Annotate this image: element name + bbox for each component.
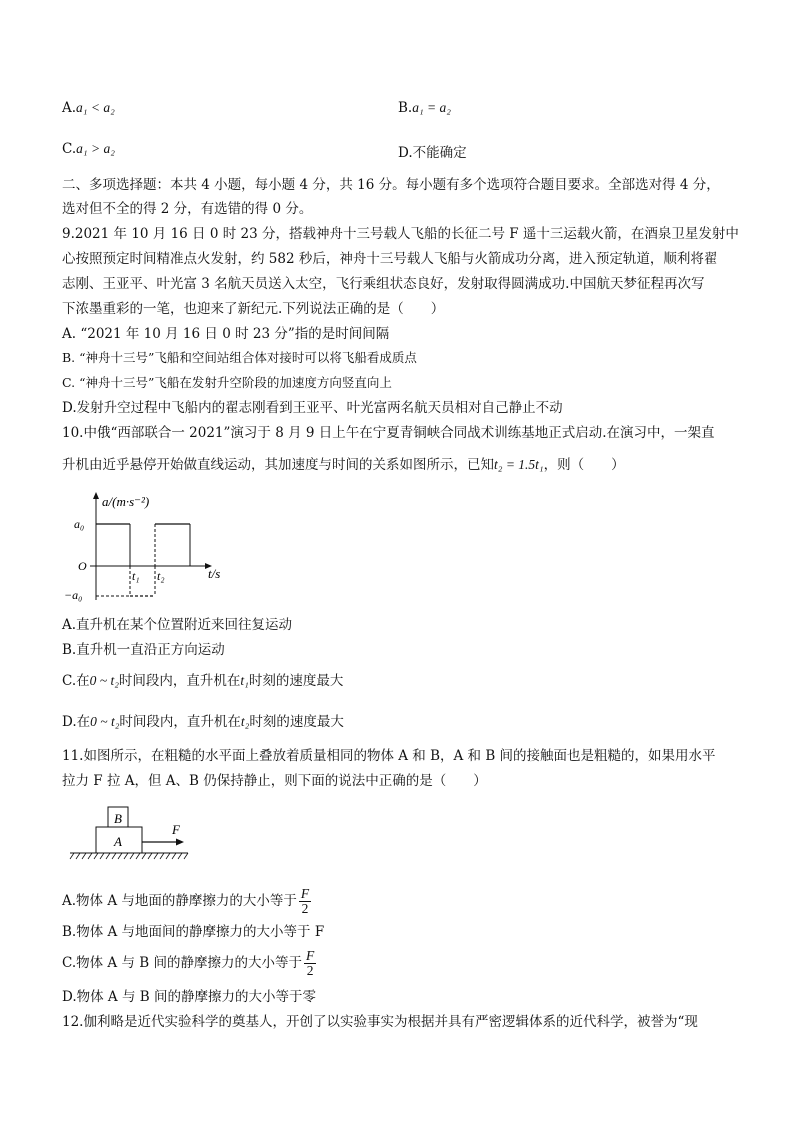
- q10-option-a: A.直升机在某个位置附近来回往复运动: [62, 617, 293, 633]
- q9-option-c: C. “神舟十三号”飞船在发射升空阶段的加速度方向竖直向上: [62, 375, 392, 390]
- q9-stem-line2: 心按照预定时间精准点火发射，约 582 秒后，神舟十三号载人飞船与火箭成功分离，进入预定轨道，顺利将翟: [62, 251, 718, 267]
- q11-option-b: B.物体 A 与地面间的静摩擦力的大小等于 F: [62, 924, 325, 940]
- stacked-blocks-diagram: [68, 800, 198, 864]
- q11-stem-line2: 拉力 F 拉 A，但 A、B 仍保持静止，则下面的说法中正确的是（ ）: [62, 773, 487, 789]
- a0-label: a₀: [74, 517, 85, 531]
- q9-stem-line3: 志刚、王亚平、叶光富 3 名航天员送入太空，飞行乘组状态良好，发射取得圆满成功.中国航天梦征程再次写: [62, 276, 705, 292]
- q12-stem-line1: 12.伽利略是近代实验科学的奠基人，开创了以实验事实为根据并具有严密逻辑体系的近代科学，被誉为“现: [62, 1014, 698, 1030]
- q8-option-b: B.a₁ = a₂: [398, 100, 451, 116]
- q9-option-a: A. “2021 年 10 月 16 日 0 时 23 分”指的是时间间隔: [62, 326, 390, 342]
- block-a-label: A: [114, 834, 122, 849]
- t2-label: t₂: [157, 569, 165, 583]
- q11-option-c: C.物体 A 与 B 间的静摩擦力的大小等于 $\frac{F}{2}$: [62, 948, 315, 978]
- origin-label: O: [78, 559, 87, 573]
- q9-stem-line1: 9.2021 年 10 月 16 日 0 时 23 分，搭载神舟十三号载人飞船的长征二号 F 遥十三运载火箭，在酒泉卫星发射中: [62, 226, 739, 242]
- section2-line2: 选对但不全的得 2 分，有选错的得 0 分。: [62, 201, 313, 217]
- q10-stem-line2: 升机由近乎悬停开始做直线运动，其加速度与时间的关系如图所示，已知t₂ = 1.5t₁，则（ ）: [62, 457, 625, 473]
- t-axis-label: t/s: [208, 566, 221, 581]
- q9-stem-line4: 下浓墨重彩的一笔，也迎来了新纪元.下列说法正确的是（ ）: [62, 301, 445, 317]
- section2-line1: 二、多项选择题：本共 4 小题，每小题 4 分，共 16 分。每小题有多个选项符合题目要求。全部选对得 4 分，: [62, 177, 720, 193]
- y-axis-label: a/(m·s⁻²): [102, 494, 150, 509]
- q8-option-c: C.a₁ > a₂: [62, 141, 115, 157]
- q10-option-b: B.直升机一直沿正方向运动: [62, 642, 225, 658]
- q10-stem-line1: 10.中俄“西部联合一 2021”演习于 8 月 9 日上午在宁夏青铜峡合同战术训练基地正式启动.在演习中，一架直: [62, 425, 715, 441]
- q9-option-b: B. “神舟十三号”飞船和空间站组合体对接时可以将飞船看成质点: [62, 350, 417, 365]
- q11-option-d: D.物体 A 与 B 间的静摩擦力的大小等于零: [62, 989, 316, 1005]
- q11-stem-line1: 11.如图所示，在粗糙的水平面上叠放着质量相同的物体 A 和 B，A 和 B 间的接触面也是粗糙的，如果用水平: [62, 748, 716, 764]
- q10-option-c: C.在0 ~ t₂时间段内，直升机在t₁时刻的速度最大: [62, 673, 344, 689]
- q8-option-d: D.不能确定: [398, 145, 467, 161]
- neg-a0-label: −a₀: [64, 588, 83, 602]
- t1-label: t₁: [132, 569, 140, 583]
- q9-option-d: D.发射升空过程中飞船内的翟志刚看到王亚平、叶光富两名航天员相对自己静止不动: [62, 400, 563, 416]
- q10-option-d: D.在0 ~ t₂时间段内，直升机在t₂时刻的速度最大: [62, 714, 344, 730]
- acceleration-time-graph: [58, 488, 238, 606]
- force-label: F: [172, 822, 180, 837]
- q11-option-a: A.物体 A 与地面的静摩擦力的大小等于 $\frac{F}{2}$: [62, 886, 310, 916]
- block-b-label: B: [114, 811, 122, 826]
- q8-option-a: A.a₁ < a₂: [62, 100, 115, 116]
